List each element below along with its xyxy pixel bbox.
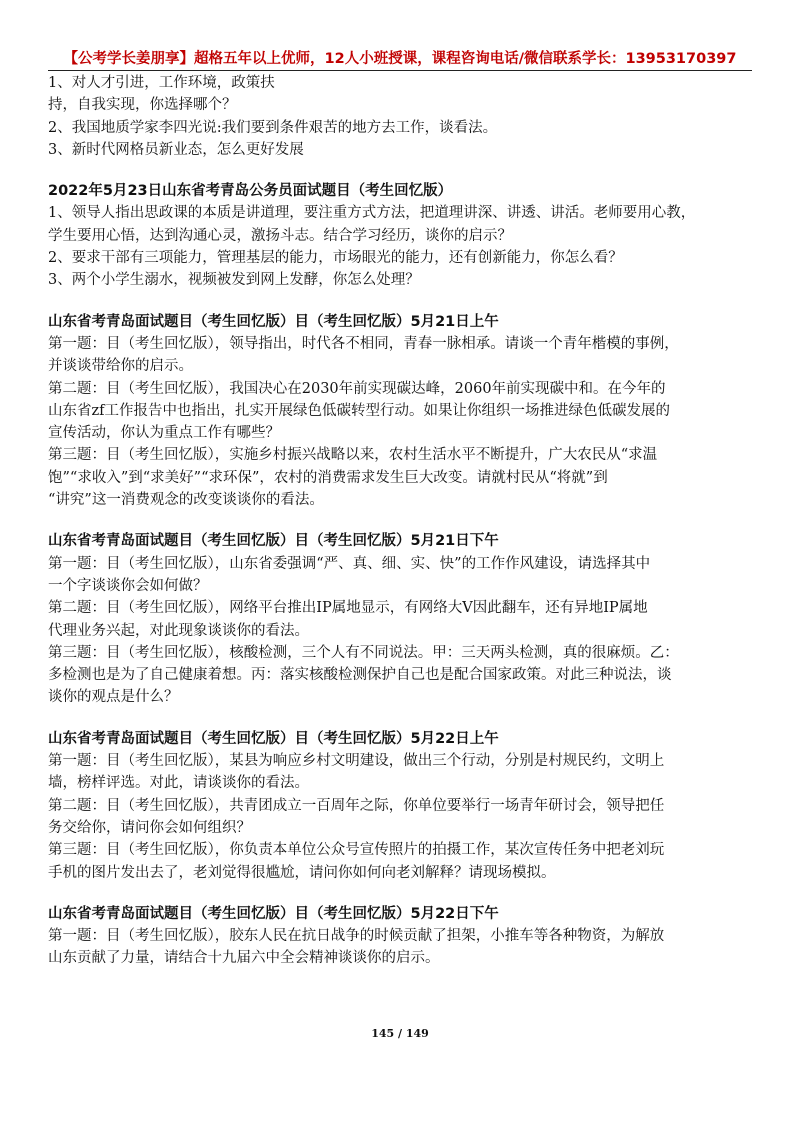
text-line: 宣传活动，你认为重点工作有哪些？ [48, 425, 280, 442]
text-line: 1、对人才引进，工作环境，政策扶 [48, 75, 275, 91]
page-content [48, 72, 752, 970]
section-continued-questions [48, 72, 752, 161]
text-line: 2、我国地质学家李四光说:我们要到条件艰苦的地方去工作，谈看法。 [48, 119, 498, 136]
text-line: 第三题：目（考生回忆版），实施乡村振兴战略以来，农村生活水平不断提升，广大农民从“求温 [48, 447, 658, 464]
text-line: 第二题：目（考生回忆版），我国决心在2030年前实现碳达峰，2060年前实现碳中和。在今年的 [48, 380, 666, 397]
text-line: 持，自我实现，你选择哪个？ [48, 97, 237, 114]
header-rule [48, 70, 752, 71]
section-may-23 [48, 180, 752, 291]
text-line: 墙，榜样评选。对此，请谈谈你的看法。 [48, 775, 309, 792]
section-may-22-morning [48, 728, 752, 884]
text-line: 第三题：目（考生回忆版），你负责本单位公众号宣传照片的拍摄工作，某次宣传任务中把老刘玩 [48, 842, 665, 859]
section-may-22-afternoon [48, 903, 752, 970]
text-line: 务交给你，请问你会如何组织？ [48, 819, 251, 836]
text-line: 第三题：目（考生回忆版），核酸检测，三个人有不同说法。甲：三天两头检测，真的很麻烦。乙： [48, 644, 679, 661]
text-line: 1、领导人指出思政课的本质是讲道理，要注重方式方法，把道理讲深、讲透、讲活。老师要用心教， [48, 205, 696, 222]
text-line: 第一题：目（考生回忆版），领导指出，时代各不相同，青春一脉相承。请谈一个青年楷模的事例， [48, 335, 679, 352]
section-heading: 山东省考青岛面试题目（考生回忆版）目（考生回忆版）5月21日上午 [48, 313, 499, 330]
text-line: 并谈谈带给你的启示。 [48, 358, 193, 375]
text-line: 代理业务兴起，对此现象谈谈你的看法。 [48, 622, 309, 639]
section-heading: 山东省考青岛面试题目（考生回忆版）目（考生回忆版）5月22日下午 [48, 905, 499, 922]
text-line: 谈你的观点是什么？ [48, 689, 179, 706]
text-line: 学生要用心悟，达到沟通心灵，激扬斗志。结合学习经历，谈你的启示？ [48, 227, 512, 244]
text-line: 山东省zf工作报告中也指出，扎实开展绿色低碳转型行动。如果让你组织一场推进绿色低碳发展的 [48, 402, 671, 419]
section-heading: 2022年5月23日山东省考青岛公务员面试题目（考生回忆版） [48, 183, 453, 200]
text-line: 多检测也是为了自己健康着想。丙：落实核酸检测保护自己也是配合国家政策。对此三种说法，谈 [48, 667, 672, 684]
text-line: 第一题：目（考生回忆版），某县为响应乡村文明建设，做出三个行动，分别是村规民约，文明上 [48, 753, 665, 770]
text-line: 第二题：目（考生回忆版），网络平台推出IP属地显示，有网络大V因此翻车，还有异地IP属地 [48, 600, 648, 617]
text-line: “讲究”这一消费观念的改变谈谈你的看法。 [48, 492, 324, 509]
text-line: 3、新时代网格员新业态，怎么更好发展 [48, 141, 304, 158]
section-heading: 山东省考青岛面试题目（考生回忆版）目（考生回忆版）5月22日上午 [48, 730, 499, 747]
text-line: 一个字谈谈你会如何做？ [48, 577, 208, 594]
text-line: 第二题：目（考生回忆版），共青团成立一百周年之际，你单位要举行一场青年研讨会，领导把任 [48, 797, 665, 814]
text-line: 第一题：目（考生回忆版），山东省委强调“严、真、细、实、快”的工作作风建设，请选择其中 [48, 555, 651, 572]
text-line: 第一题：目（考生回忆版），胶东人民在抗日战争的时候贡献了担架，小推车等各种物资，为解放 [48, 928, 665, 945]
page-number: 145 / 149 [371, 1027, 429, 1040]
text-line: 2、要求干部有三项能力，管理基层的能力，市场眼光的能力，还有创新能力，你怎么看？ [48, 250, 623, 267]
section-may-21-afternoon [48, 530, 752, 708]
text-line: 手机的图片发出去了，老刘觉得很尴尬，请问你如何向老刘解释？请现场模拟。 [48, 864, 556, 881]
section-may-21-morning [48, 311, 752, 512]
section-heading: 山东省考青岛面试题目（考生回忆版）目（考生回忆版）5月21日下午 [48, 533, 499, 550]
text-line: 山东贡献了力量，请结合十九届六中全会精神谈谈你的启示。 [48, 950, 440, 967]
page-header-banner: 【公考学长姜朋享】超格五年以上优师，12人小班授课，课程咨询电话/微信联系学长：13953170397 [63, 51, 737, 67]
text-line: 3、两个小学生溺水，视频被发到网上发酵，你怎么处理？ [48, 272, 420, 289]
text-line: 饱”“求收入”到“求美好”“求环保”，农村的消费需求发生巨大改变。请就村民从“将就”到 [48, 469, 608, 486]
